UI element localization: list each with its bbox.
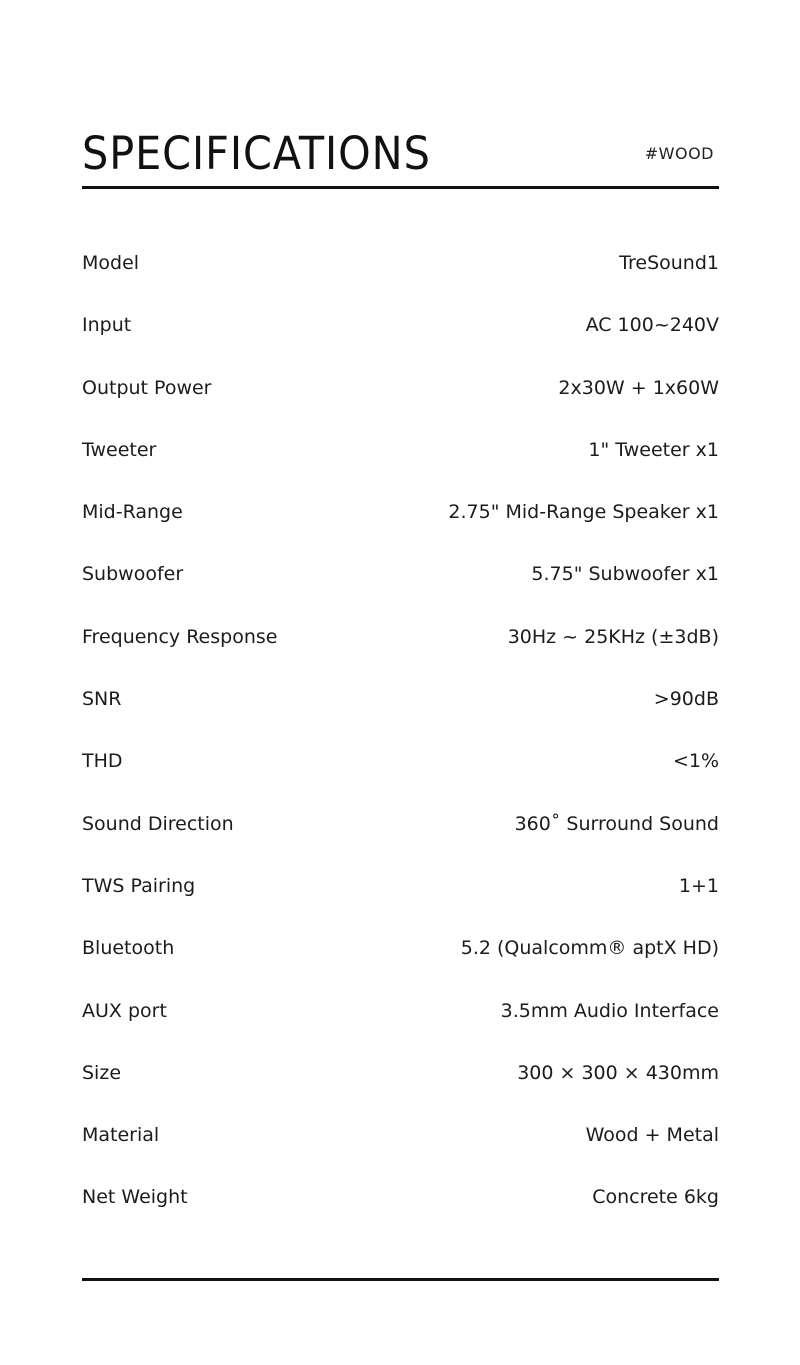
header xyxy=(82,126,719,188)
spec-row xyxy=(82,294,719,356)
spec-row xyxy=(82,730,719,792)
hashtag-label: #WOOD xyxy=(644,144,714,163)
spec-value: 360˚ Surround Sound xyxy=(514,812,719,835)
spec-row xyxy=(82,980,719,1042)
spec-value: 30Hz ~ 25KHz (±3dB) xyxy=(507,625,719,648)
spec-label: Subwoofer xyxy=(82,563,184,586)
spec-value: 1+1 xyxy=(678,874,719,897)
spec-value: TreSound1 xyxy=(619,252,719,274)
spec-value: 2.75" Mid-Range Speaker x1 xyxy=(448,501,719,524)
spec-row xyxy=(82,1042,719,1104)
spec-label: Sound Direction xyxy=(82,812,234,835)
spec-label: Material xyxy=(82,1124,160,1147)
spec-value: 1" Tweeter x1 xyxy=(588,438,719,461)
spec-row xyxy=(82,668,719,730)
spec-value: 2x30W + 1x60W xyxy=(558,376,719,399)
spec-row xyxy=(82,793,719,855)
spec-label: Tweeter xyxy=(82,438,157,461)
spec-sheet xyxy=(82,0,719,1365)
spec-value: 5.75" Subwoofer x1 xyxy=(531,563,719,586)
spec-row xyxy=(82,357,719,419)
spec-value: Wood + Metal xyxy=(585,1124,719,1147)
spec-value: <1% xyxy=(672,750,719,773)
spec-label: Bluetooth xyxy=(82,937,175,960)
spec-label: Output Power xyxy=(82,376,212,399)
spec-row xyxy=(82,419,719,481)
spec-row xyxy=(82,917,719,979)
spec-label: AUX port xyxy=(82,999,167,1022)
spec-row xyxy=(82,1104,719,1166)
footer-divider xyxy=(82,1278,719,1281)
spec-label: Mid-Range xyxy=(82,501,183,524)
spec-list xyxy=(82,232,719,1229)
spec-row xyxy=(82,1166,719,1228)
spec-label: Model xyxy=(82,252,140,274)
spec-label: Size xyxy=(82,1061,122,1084)
spec-label: SNR xyxy=(82,688,122,711)
spec-value: 3.5mm Audio Interface xyxy=(500,999,719,1022)
spec-label: TWS Pairing xyxy=(82,874,196,897)
spec-label: Input xyxy=(82,314,132,337)
header-divider xyxy=(82,186,719,189)
spec-row xyxy=(82,543,719,605)
spec-row xyxy=(82,481,719,543)
spec-label: THD xyxy=(82,750,123,773)
spec-value: 300 × 300 × 430mm xyxy=(517,1061,719,1084)
spec-label: Frequency Response xyxy=(82,625,278,648)
spec-value: Concrete 6kg xyxy=(592,1186,719,1209)
spec-row xyxy=(82,606,719,668)
spec-row xyxy=(82,855,719,917)
spec-row xyxy=(82,232,719,294)
spec-value: >90dB xyxy=(653,688,719,711)
spec-value: 5.2 (Qualcomm® aptX HD) xyxy=(460,937,719,960)
spec-label: Net Weight xyxy=(82,1186,188,1209)
spec-value: AC 100~240V xyxy=(585,314,719,337)
page-title: SPECIFICATIONS xyxy=(82,127,431,180)
